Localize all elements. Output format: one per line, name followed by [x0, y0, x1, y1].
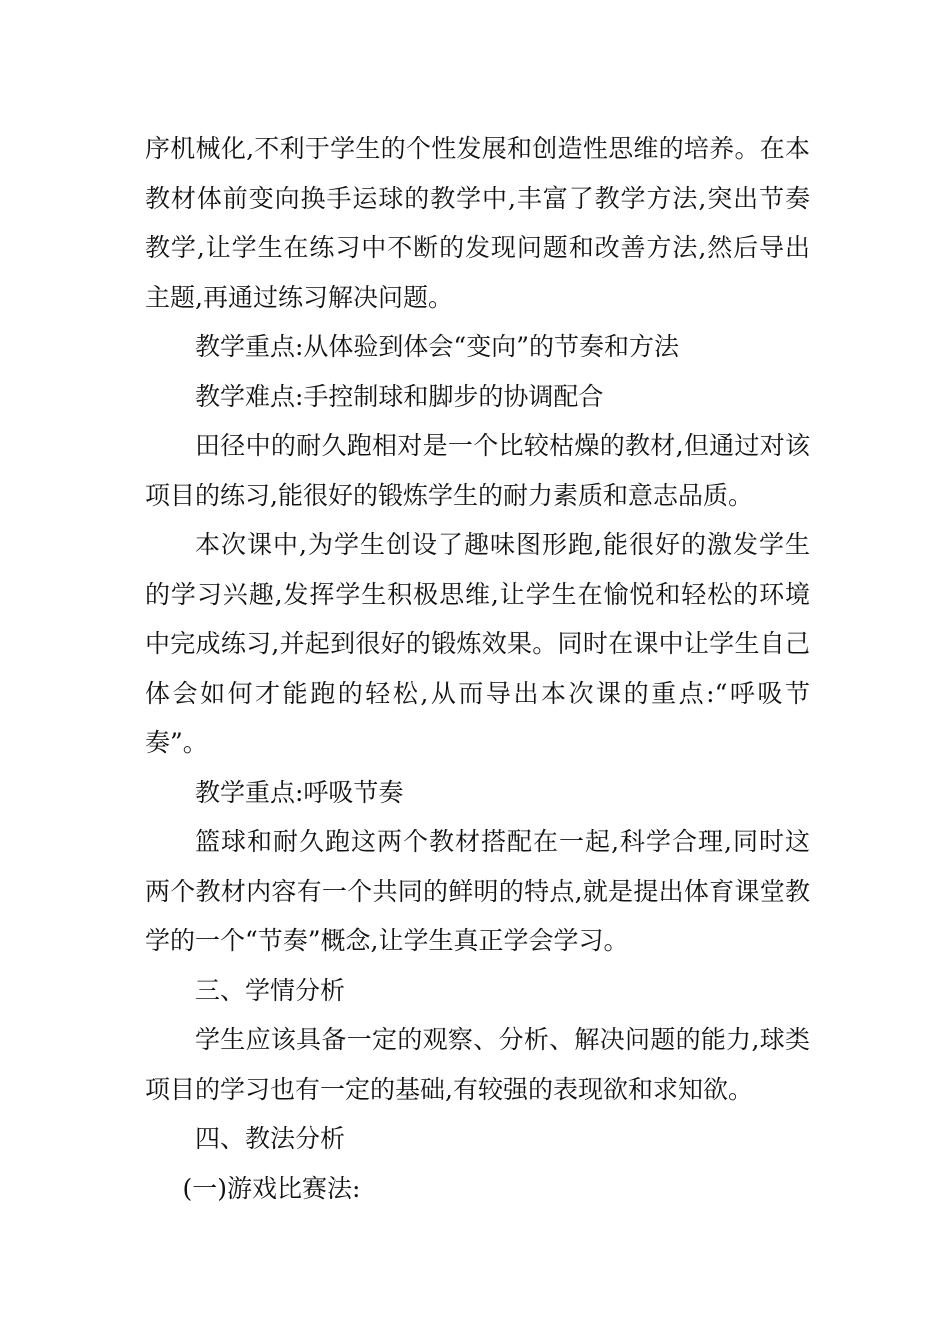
section-heading-teaching-method: 四、教法分析: [195, 1124, 346, 1153]
paragraph-endurance-run: 田径中的耐久跑相对是一个比较枯燥的教材,但通过对该项目的练习,能很好的锻炼学生的耐力素质和意志品质。: [145, 431, 810, 510]
paragraph-teaching-focus-basketball: 教学重点:从体验到体会“变向”的节奏和方法: [195, 332, 679, 361]
section-heading-learner-analysis: 三、学情分析: [195, 975, 346, 1005]
paragraph-teaching-difficulty: 教学难点:手控制球和脚步的协调配合: [195, 381, 604, 411]
paragraph-continuation: 序机械化,不利于学生的个性发展和创造性思维的培养。在本教材体前变向换手运球的教学中,丰富了教学方法,突出节奏教学,让学生在练习中不断的发现问题和改善方法,然后导出主题,再通过练习解决问题。: [145, 134, 810, 312]
paragraph-materials-combination: 篮球和耐久跑这两个教材搭配在一起,科学合理,同时这两个教材内容有一个共同的鲜明的特点,就是提出体育课堂教学的一个“节奏”概念,让学生真正学会学习。: [145, 827, 810, 955]
document-body: [145, 124, 810, 1213]
paragraph-lesson-design: 本次课中,为学生创设了趣味图形跑,能很好的激发学生的学习兴趣,发挥学生积极思维,让学生在愉悦和轻松的环境中完成练习,并起到很好的锻炼效果。同时在课中让学生自己体会如何才能跑的轻松,从而导出本次课的重点:“呼吸节奏”。: [145, 530, 810, 757]
paragraph-teaching-focus-breathing: 教学重点:呼吸节奏: [195, 777, 404, 807]
subsection-heading-game-method: (一)游戏比赛法:: [182, 1173, 361, 1203]
paragraph-learner-analysis: 学生应该具备一定的观察、分析、解决问题的能力,球类项目的学习也有一定的基础,有较强的表现欲和求知欲。: [145, 1025, 810, 1104]
